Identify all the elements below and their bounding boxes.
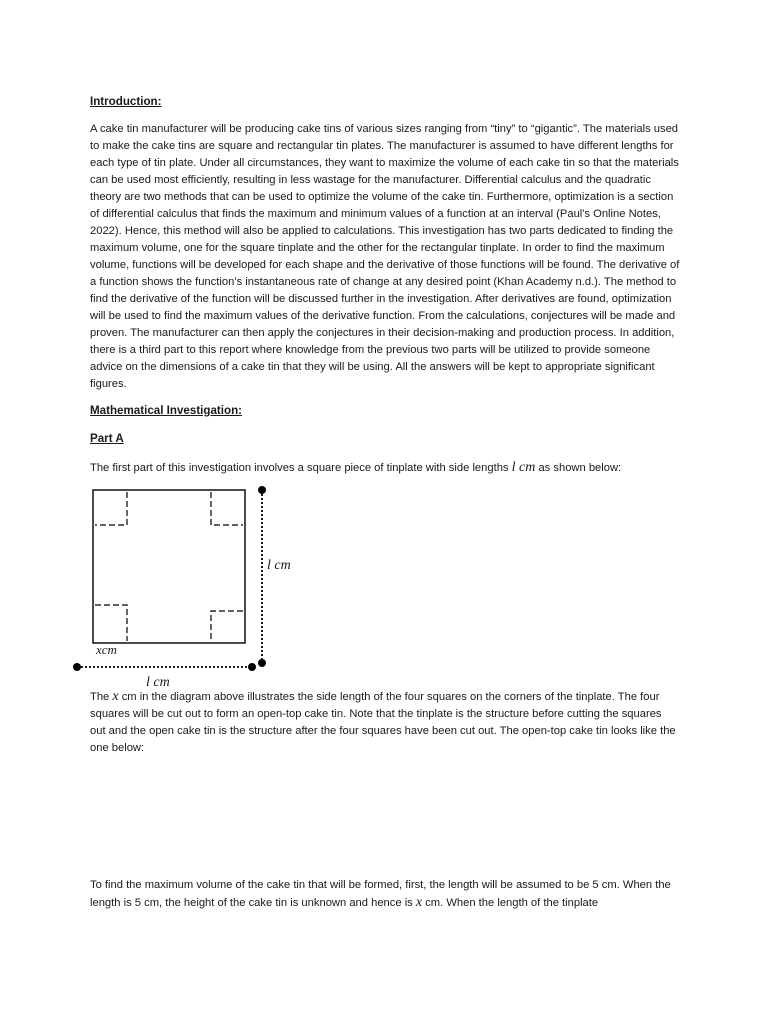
introduction-paragraph: A cake tin manufacturer will be producing cake tins of various sizes ranging from “tiny” to “gigantic”. The materials used to make the cake tins are square and rectangular tin plates. The manufacturer is assumed to have different lengths for each type of tin plate. Under all circumstances, they want to maximize the volume of each cake tin so that the materials can be used most efficiently, resulting in less wastage for the manufacturer. Differential calculus and the quadratic theory are two methods that can be used to optimize the volume of the cake tin. Furthermore, optimization is a section of differential calculus that finds the maximum and minimum values of a function at an interval (Paul's Online Notes, 2022). Hence, this method will also be applied to calculations. This investigation has two parts dedicated to finding the maximum volume, one for the square tinplate and the other for the rectangular tinplate. In order to find the maximum volume, functions will be developed for each shape and the derivative of those functions will be found. The derivative of a function shows the function’s instantaneous rate of change at any desired point (Khan Academy n.d.). The method to find the derivative of the function will be discussed further in the investigation. After derivatives are found, optimization will be used to find the maximum values of the derivative function. From the calculations, conjectures will be made and proven. The manufacturer can then apply the conjectures in their decision-making and production process. In addition, there is a third part to this report where knowledge from the previous two parts will be utilized to provide someone advice on the dimensions of a cake tin that they will be using. All the answers will be kept to appropriate significant figures.: [90, 123, 680, 390]
part-a-intro-text-1: The first part of this investigation involves a square piece of tinplate with side lengths: [90, 462, 512, 474]
bottom-dimension-left-dot: [73, 663, 81, 671]
part-a-intro-text-2: as shown below:: [535, 462, 622, 474]
bottom-dimension-right-dot: [248, 663, 256, 671]
corner-square-bottom-left: [95, 605, 127, 641]
final-paragraph: [90, 877, 680, 912]
introduction-heading: Introduction:: [90, 95, 162, 108]
bottom-length-label: l cm: [146, 675, 170, 690]
corner-square-top-left: [95, 492, 127, 525]
part-a-intro-variable: l cm: [511, 460, 536, 475]
corner-x-label: xcm: [96, 642, 117, 657]
corner-square-top-right: [211, 492, 243, 525]
final-text-2: cm. When the length of the tinplate: [422, 897, 599, 909]
explanation-text-1: The: [90, 691, 113, 703]
explanation-paragraph: [90, 688, 680, 757]
part-a-intro: [90, 459, 680, 477]
square-tinplate-diagram: [60, 480, 310, 695]
corner-square-bottom-right: [211, 611, 243, 641]
explanation-text-2: cm in the diagram above illustrates the side length of the four squares on the corners of the tinplate. The four squares will be cut out to form an open-top cake tin. Note that the tinplate is the structure before cutting the squares out and the open cake tin is the structure after the four squares have been cut out. The open-top cake tin looks like the one below:: [90, 691, 676, 754]
final-text-1: To find the maximum volume of the cake tin that will be formed, first, the length will be assumed to be 5 cm. When the length is 5 cm, the height of the cake tin is unknown and hence is: [90, 879, 671, 909]
final-variable: x: [415, 895, 423, 910]
right-length-label: l cm: [267, 558, 291, 573]
right-dimension-top-dot: [258, 486, 266, 494]
mathematical-investigation-heading: Mathematical Investigation:: [90, 404, 243, 417]
explanation-variable: x: [112, 689, 119, 704]
tinplate-square: [93, 490, 245, 643]
part-a-heading: Part A: [90, 432, 124, 445]
right-dimension-bottom-dot: [258, 659, 266, 667]
tinplate-svg: [60, 480, 310, 695]
